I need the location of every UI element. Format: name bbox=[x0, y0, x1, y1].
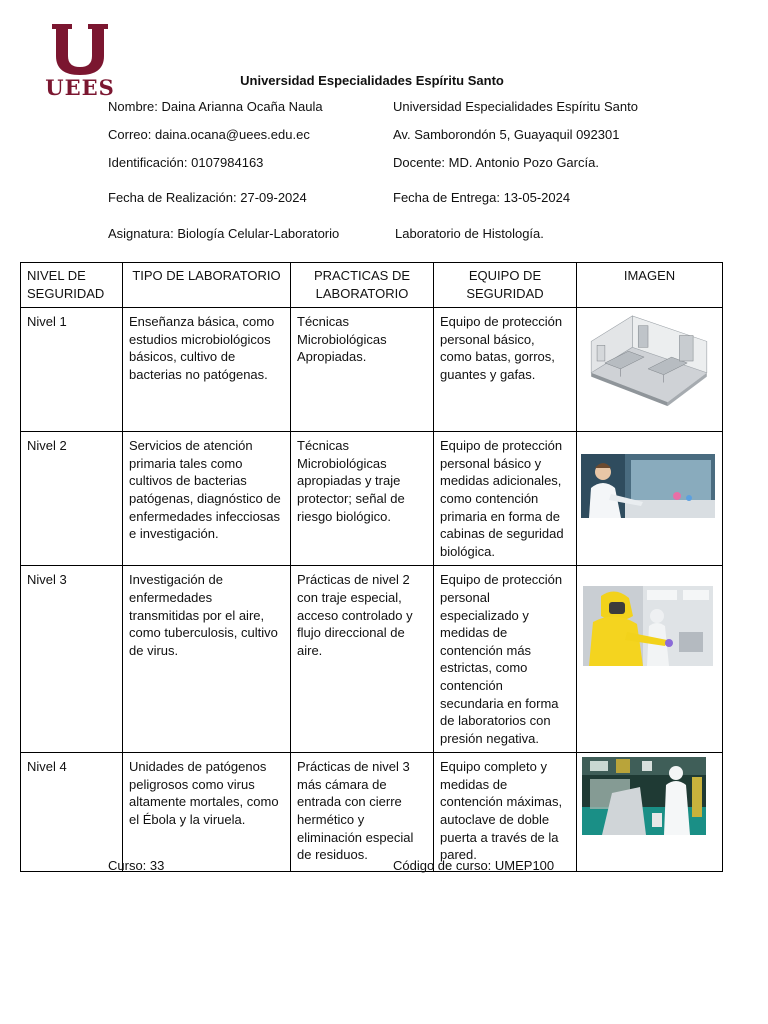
biosafety-cabinet-photo bbox=[581, 454, 715, 518]
student-id: Identificación: 0107984163 bbox=[108, 155, 264, 170]
level-cell: Nivel 3 bbox=[21, 566, 123, 753]
subject: Asignatura: Biología Celular-Laboratorio bbox=[108, 226, 340, 241]
lab-type-cell: Investigación de enfermedades transmitidas por el aire, como tuberculosis, cultivo de virus. bbox=[123, 566, 291, 753]
university-u-logo-icon bbox=[50, 24, 110, 76]
protective-suit-photo bbox=[583, 586, 713, 666]
lab-type-cell: Unidades de patógenos peligrosos como virus altamente mortales, como el Ébola y la viruela. bbox=[123, 753, 291, 872]
header-lab-type: TIPO DE LABORATORIO bbox=[123, 263, 291, 308]
lab-type-cell: Enseñanza básica, como estudios microbiológicos básicos, cultivo de bacterias no patógenas. bbox=[123, 308, 291, 432]
lab-type-cell: Servicios de atención primaria tales como cultivos de bacterias patógenas, diagnóstico de enfermedades infecciosas e investigación. bbox=[123, 432, 291, 566]
lab-floorplan-illustration bbox=[585, 312, 713, 410]
image-cell bbox=[577, 432, 723, 566]
header-safety-equipment: EQUIPO DE SEGURIDAD bbox=[434, 263, 577, 308]
practices-cell: Prácticas de nivel 3 más cámara de entrada con cierre hermético y eliminación especial de residuos. bbox=[291, 753, 434, 872]
teacher-name: Docente: MD. Antonio Pozo García. bbox=[393, 155, 599, 170]
table-row bbox=[21, 753, 723, 872]
university-address: Av. Samborondón 5, Guayaquil 092301 bbox=[393, 127, 620, 142]
laboratory-name: Laboratorio de Histología. bbox=[395, 226, 544, 241]
table-header-row bbox=[21, 263, 723, 308]
equipment-cell: Equipo de protección personal especializado y medidas de contención más estrictas, como contención secundaria en forma de laboratorios con presión negativa. bbox=[434, 566, 577, 753]
practices-cell: Técnicas Microbiológicas Apropiadas. bbox=[291, 308, 434, 432]
level-cell: Nivel 1 bbox=[21, 308, 123, 432]
practices-cell: Prácticas de nivel 2 con traje especial, acceso controlado y flujo direccional de aire. bbox=[291, 566, 434, 753]
level-cell: Nivel 2 bbox=[21, 432, 123, 566]
table-row bbox=[21, 308, 723, 432]
image-cell bbox=[577, 566, 723, 753]
delivery-date: Fecha de Entrega: 13-05-2024 bbox=[393, 190, 571, 205]
equipment-cell: Equipo completo y medidas de contención máximas, autoclave de doble puerta a través de la pared. bbox=[434, 753, 577, 872]
biosafety-levels-table bbox=[20, 262, 723, 872]
header-security-level: NIVEL DE SEGURIDAD bbox=[21, 263, 123, 308]
page-title: Universidad Especialidades Espíritu Santo bbox=[240, 73, 504, 88]
student-email: Correo: daina.ocana@uees.edu.ec bbox=[108, 127, 310, 142]
course-code: Código de curso: UMEP100 bbox=[393, 858, 555, 873]
completion-date: Fecha de Realización: 27-09-2024 bbox=[108, 190, 307, 205]
table-row bbox=[21, 566, 723, 753]
table-row bbox=[21, 432, 723, 566]
practices-cell: Técnicas Microbiológicas apropiadas y traje protector; señal de riesgo biológico. bbox=[291, 432, 434, 566]
university-name: Universidad Especialidades Espíritu Santo bbox=[393, 99, 638, 114]
equipment-cell: Equipo de protección personal básico, como batas, gorros, guantes y gafas. bbox=[434, 308, 577, 432]
level-cell: Nivel 4 bbox=[21, 753, 123, 872]
course-number: Curso: 33 bbox=[108, 858, 165, 873]
image-cell bbox=[577, 308, 723, 432]
header-image: IMAGEN bbox=[577, 263, 723, 308]
image-cell bbox=[577, 753, 723, 872]
containment-lab-photo bbox=[582, 757, 706, 835]
uees-logo bbox=[44, 24, 116, 100]
student-name: Nombre: Daina Arianna Ocaña Naula bbox=[108, 99, 323, 114]
logo-text: UEES bbox=[45, 75, 115, 100]
equipment-cell: Equipo de protección personal básico y medidas adicionales, como contención primaria en forma de cabinas de seguridad biológica. bbox=[434, 432, 577, 566]
header-lab-practices: PRACTICAS DE LABORATORIO bbox=[291, 263, 434, 308]
